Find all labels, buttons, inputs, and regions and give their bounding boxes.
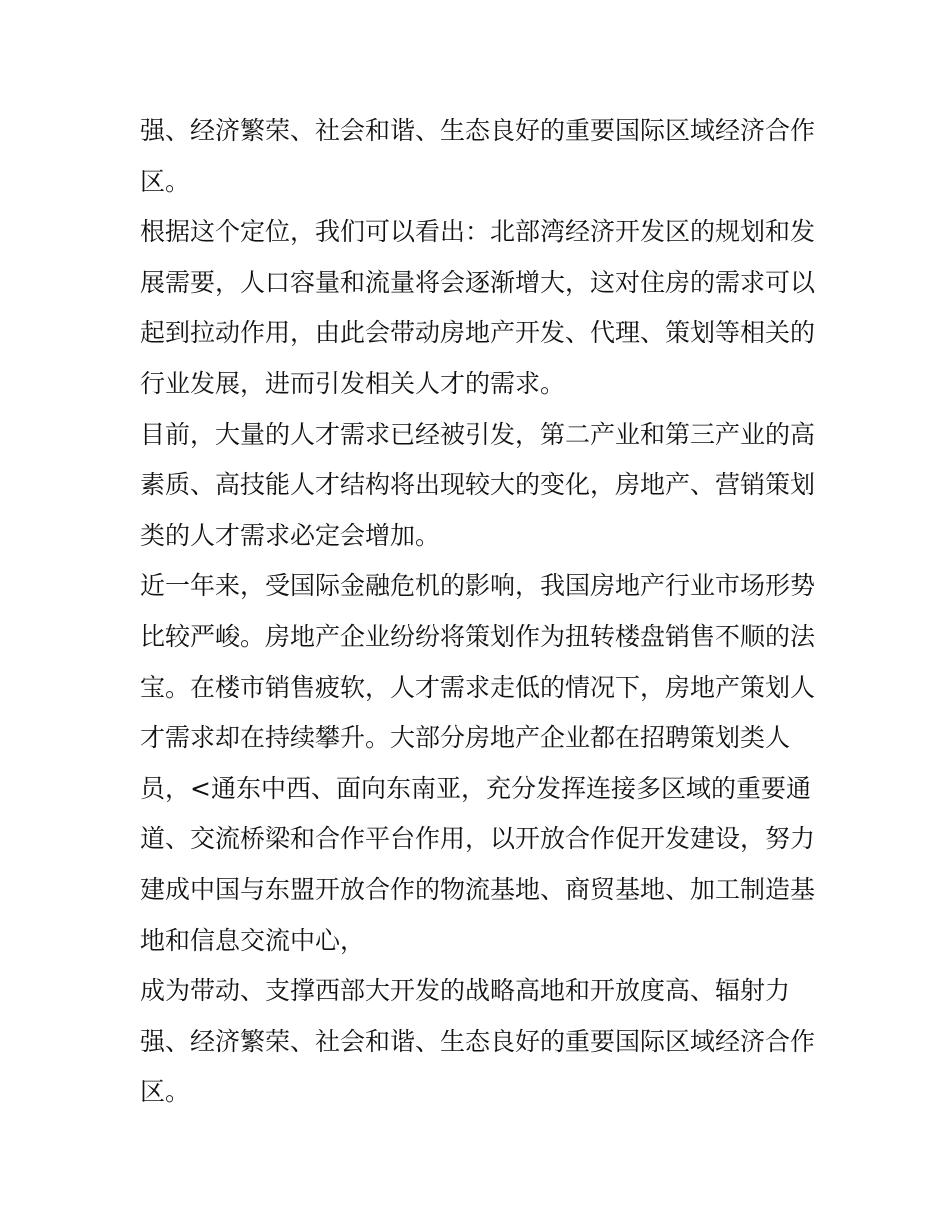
text-line: 地和信息交流中心， <box>140 925 366 955</box>
text-line: 成为带动、支撑西部大开发的战略高地和开放度高、辐射力 <box>140 976 791 1006</box>
paragraph-4 <box>140 561 820 966</box>
paragraph-1 <box>140 106 820 207</box>
text-line: 建成中国与东盟开放合作的物流基地、商贸基地、加工制造基 <box>140 874 816 904</box>
text-line: 道、交流桥梁和合作平台作用，以开放合作促开发建设，努力 <box>140 824 816 854</box>
paragraph-3 <box>140 410 820 562</box>
text-line: 强、经济繁荣、社会和谐、生态良好的重要国际区域经济合作 <box>140 116 816 145</box>
text-line: 宝。在楼市销售疲软，人才需求走低的情况下，房地产策划人 <box>140 672 816 702</box>
text-line: 根据这个定位，我们可以看出：北部湾经济开发区的规划和发 <box>140 217 816 247</box>
text-line: 展需要，人口容量和流量将会逐渐增大，这对住房的需求可以 <box>140 267 816 297</box>
text-line: 才需求却在持续攀升。大部分房地产企业都在招聘策划类人 <box>140 723 791 753</box>
text-line: 员，<通东中西、面向东南亚，充分发挥连接多区域的重要通 <box>140 773 811 803</box>
document-body <box>140 106 820 1118</box>
text-line: 起到拉动作用，由此会带动房地产开发、代理、策划等相关的 <box>140 318 816 348</box>
text-line: 区。 <box>140 1077 191 1107</box>
text-line: 强、经济繁荣、社会和谐、生态良好的重要国际区域经济合作 <box>140 1026 816 1056</box>
text-line: 行业发展，进而引发相关人才的需求。 <box>140 368 566 398</box>
text-line: 素质、高技能人才结构将出现较大的变化，房地产、营销策划 <box>140 470 816 500</box>
text-line: 比较严峻。房地产企业纷纷将策划作为扭转楼盘销售不顺的法 <box>140 621 816 651</box>
text-line: 区。 <box>140 166 191 196</box>
text-line: 类的人才需求必定会增加。 <box>140 520 441 550</box>
text-line: 目前，大量的人才需求已经被引发，第二产业和第三产业的高 <box>140 419 816 449</box>
text-line: 近一年来，受国际金融危机的影响，我国房地产行业市场形势 <box>140 571 816 601</box>
paragraph-5 <box>140 966 820 1118</box>
paragraph-2 <box>140 207 820 409</box>
